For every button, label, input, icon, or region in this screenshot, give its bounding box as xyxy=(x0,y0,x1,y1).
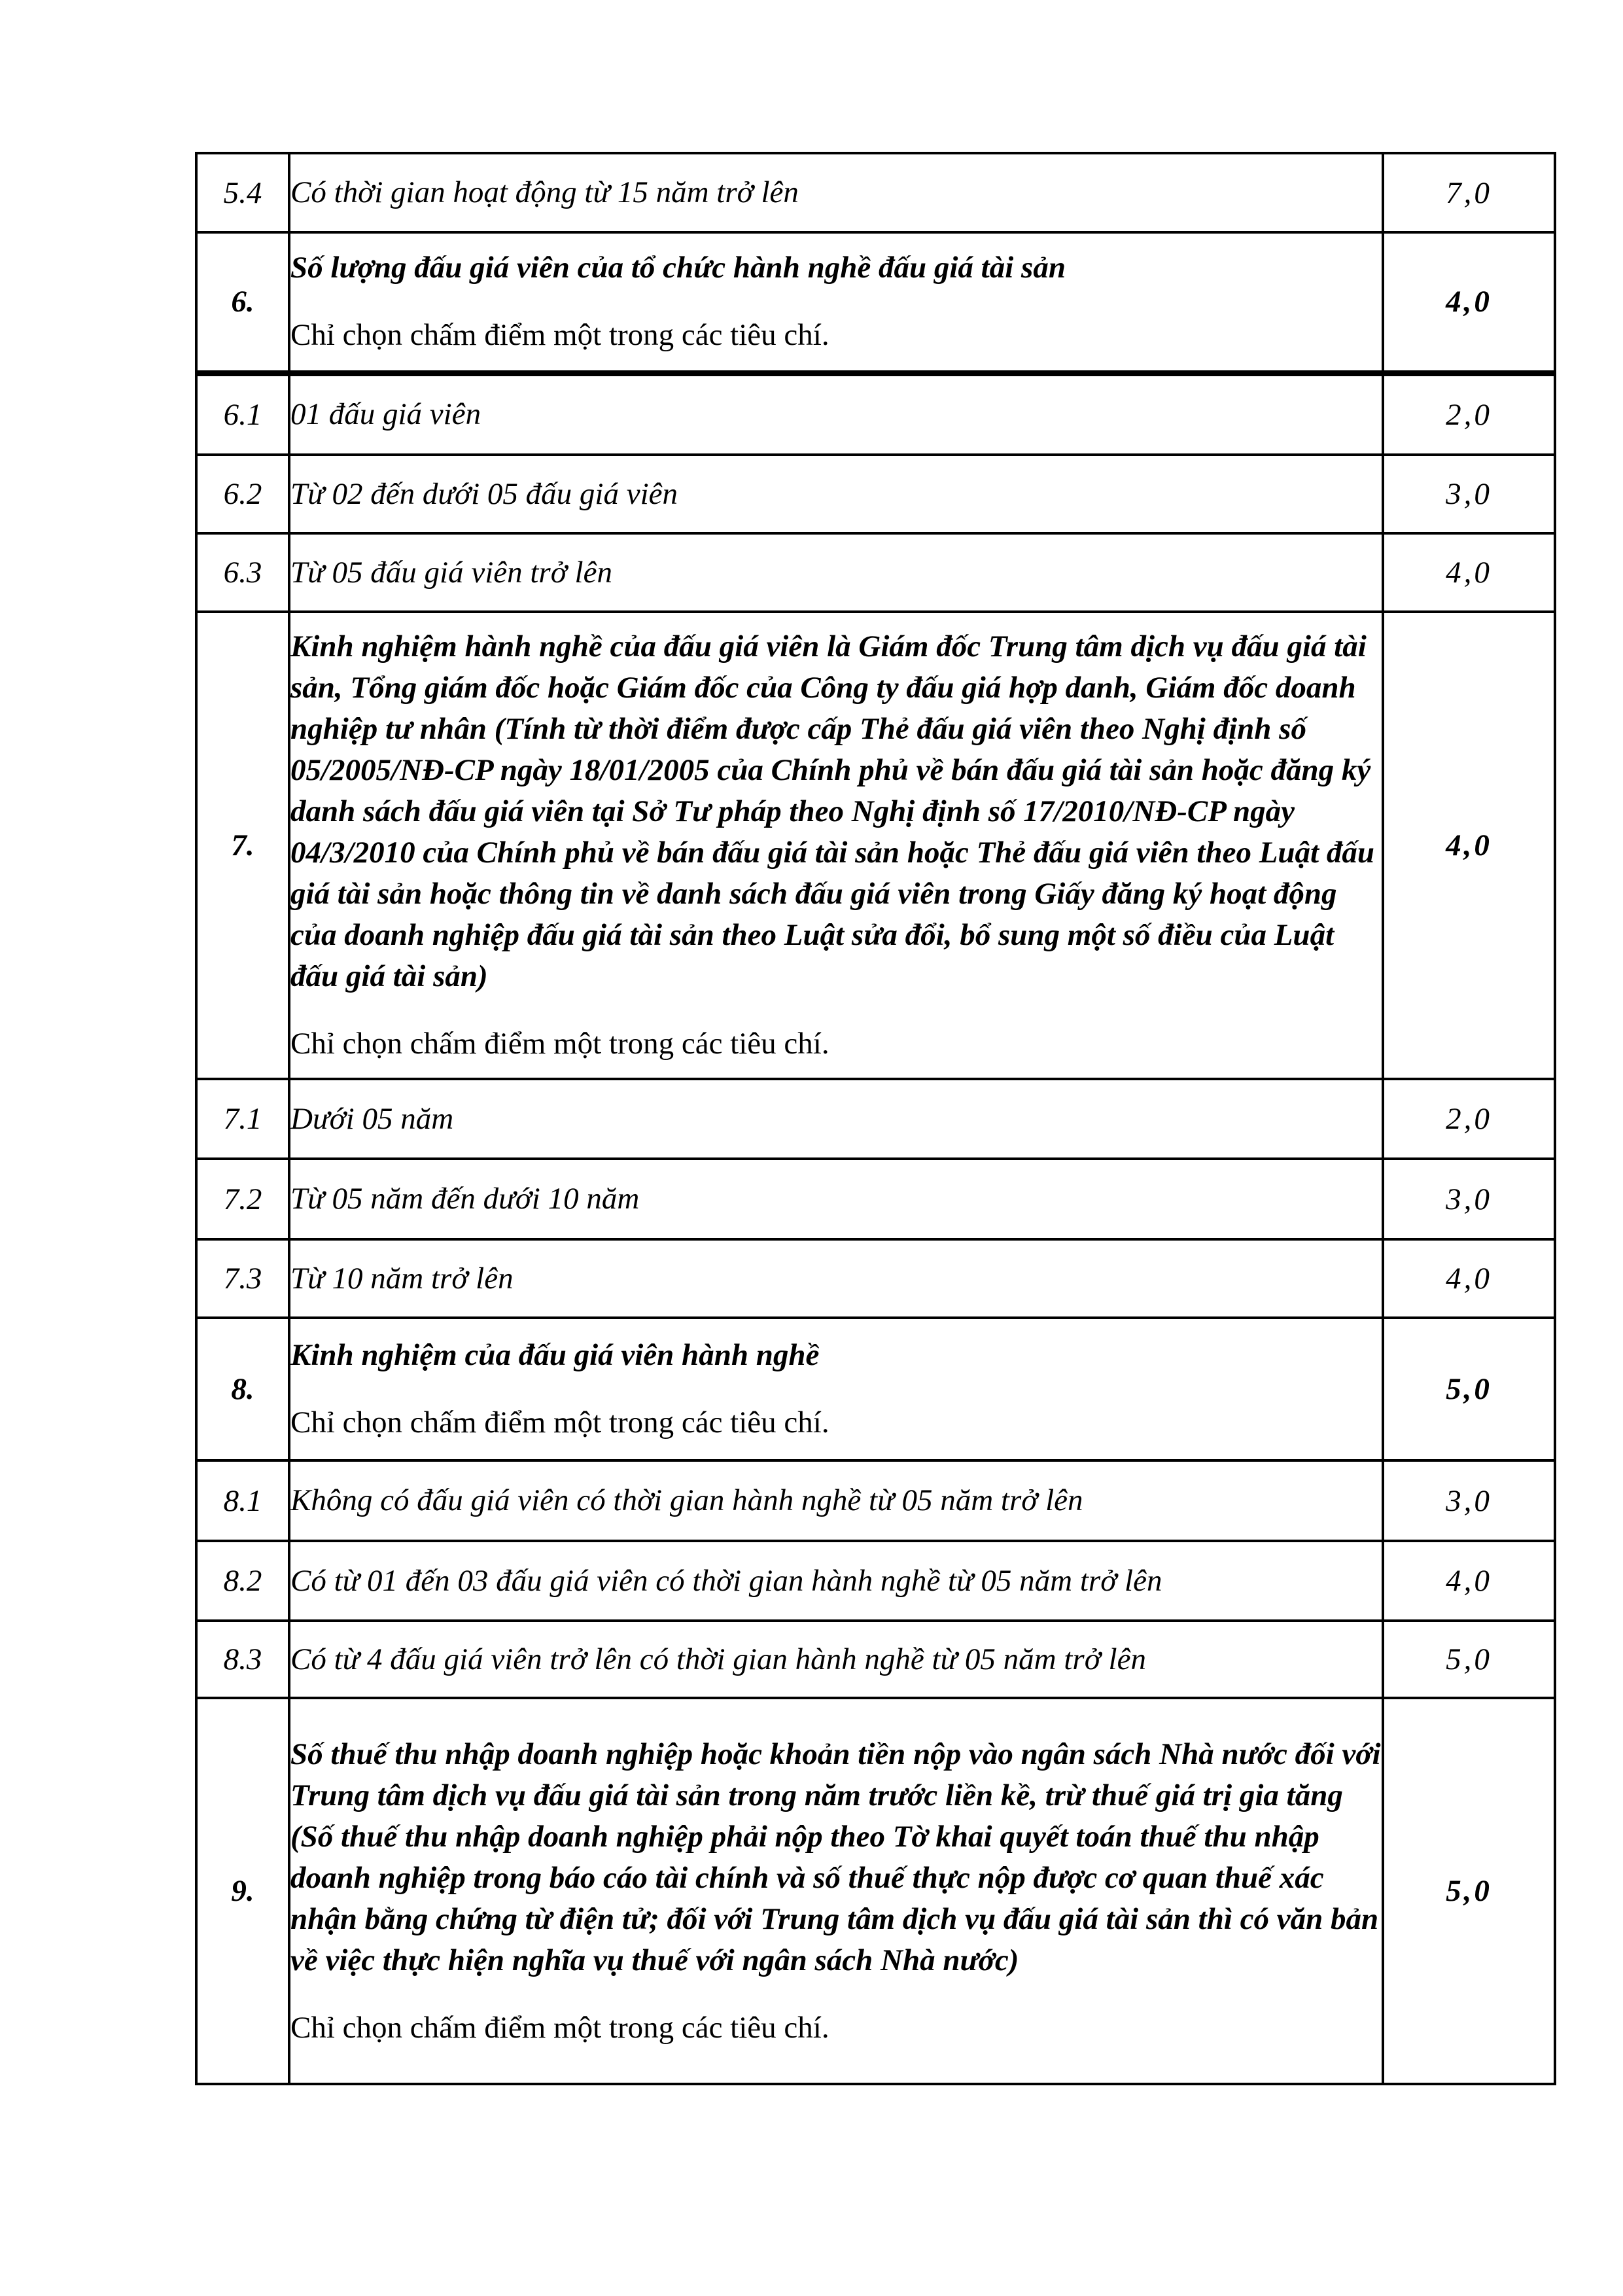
row-number-cell xyxy=(196,1698,289,2084)
row-number-cell xyxy=(196,455,289,533)
row-number: 9. xyxy=(231,1874,254,1908)
criterion-cell xyxy=(289,1079,1383,1159)
row-number-cell xyxy=(196,612,289,1079)
row-number: 8.1 xyxy=(223,1483,262,1518)
score-value: 4,0 xyxy=(1446,1262,1492,1296)
row-number: 7.2 xyxy=(223,1182,262,1216)
score-value: 4,0 xyxy=(1446,1564,1492,1598)
score-cell xyxy=(1383,153,1555,232)
criterion-text: Từ 05 năm đến dưới 10 năm xyxy=(290,1182,640,1216)
row-number: 7.3 xyxy=(223,1262,262,1296)
score-cell xyxy=(1383,1541,1555,1621)
row-number: 5.4 xyxy=(223,175,262,210)
score-value: 2,0 xyxy=(1446,397,1492,432)
criterion-cell xyxy=(289,232,1383,373)
table-row xyxy=(196,1698,1555,2084)
table-row xyxy=(196,1541,1555,1621)
criterion-cell xyxy=(289,1621,1383,1698)
criterion-text: Có từ 01 đến 03 đấu giá viên có thời gian hành nghề từ 05 năm trở lên xyxy=(290,1563,1162,1598)
row-number-cell xyxy=(196,1460,289,1541)
criterion-cell xyxy=(289,1318,1383,1460)
score-value: 5,0 xyxy=(1446,1372,1492,1406)
table-row xyxy=(196,1079,1555,1159)
criterion-cell xyxy=(289,612,1383,1079)
table-row xyxy=(196,1621,1555,1698)
criterion-cell xyxy=(289,1698,1383,2084)
score-cell xyxy=(1383,1159,1555,1239)
criterion-text: Số lượng đấu giá viên của tổ chức hành nghề đấu giá tài sản xyxy=(290,251,1066,285)
criterion-cell xyxy=(289,373,1383,455)
score-value: 5,0 xyxy=(1446,1874,1492,1908)
table-row xyxy=(196,1239,1555,1318)
score-cell xyxy=(1383,533,1555,612)
criterion-cell xyxy=(289,1239,1383,1318)
score-cell xyxy=(1383,612,1555,1079)
score-cell xyxy=(1383,1621,1555,1698)
row-number: 6.3 xyxy=(223,556,262,590)
score-cell xyxy=(1383,373,1555,455)
criterion-cell xyxy=(289,455,1383,533)
score-value: 4,0 xyxy=(1446,828,1492,862)
criterion-text: Từ 05 đấu giá viên trở lên xyxy=(290,555,612,590)
criterion-text: Không có đấu giá viên có thời gian hành nghề từ 05 năm trở lên xyxy=(290,1483,1083,1517)
row-number-cell xyxy=(196,1621,289,1698)
table-row xyxy=(196,1159,1555,1239)
criterion-cell xyxy=(289,1541,1383,1621)
row-number: 7.1 xyxy=(223,1102,262,1136)
score-value: 3,0 xyxy=(1446,1182,1492,1216)
criterion-cell xyxy=(289,153,1383,232)
criterion-note: Chỉ chọn chấm điểm một trong các tiêu chí. xyxy=(290,2010,829,2045)
criterion-note: Chỉ chọn chấm điểm một trong các tiêu chí. xyxy=(290,1405,829,1439)
criterion-text: Kinh nghiệm của đấu giá viên hành nghề xyxy=(290,1338,820,1372)
row-number-cell xyxy=(196,533,289,612)
row-number-cell xyxy=(196,1079,289,1159)
score-cell xyxy=(1383,1460,1555,1541)
table-row xyxy=(196,153,1555,232)
score-cell xyxy=(1383,1698,1555,2084)
table-row xyxy=(196,1318,1555,1460)
table-row xyxy=(196,373,1555,455)
row-number: 6.2 xyxy=(223,477,262,511)
criterion-text: Dưới 05 năm xyxy=(290,1101,454,1136)
row-number: 8.3 xyxy=(223,1642,262,1676)
score-value: 3,0 xyxy=(1446,477,1492,511)
table-row xyxy=(196,232,1555,373)
score-value: 4,0 xyxy=(1446,285,1492,319)
row-number-cell xyxy=(196,1239,289,1318)
score-value: 5,0 xyxy=(1446,1642,1492,1676)
table-row xyxy=(196,612,1555,1079)
criterion-text: Từ 02 đến dưới 05 đấu giá viên xyxy=(290,476,678,511)
table-row xyxy=(196,455,1555,533)
criterion-note: Chỉ chọn chấm điểm một trong các tiêu chí. xyxy=(290,1027,829,1061)
score-value: 7,0 xyxy=(1446,175,1492,210)
criterion-text: Kinh nghiệm hành nghề của đấu giá viên là Giám đốc Trung tâm dịch vụ đấu giá tài sản, Tổng giám đốc hoặc Giám đốc của Công ty đấu giá hợp danh, Giám đốc doanh nghiệp tư nhân (Tính từ thời điểm được cấp Thẻ đấu giá viên theo Nghị định số 05/2005/NĐ-CP ngày 18/01/2005 của Chính phủ về bán đấu giá tài sản hoặc đăng ký danh sách đấu giá viên tại Sở Tư pháp theo Nghị định số 17/2010/NĐ-CP ngày 04/3/2010 của Chính phủ về bán đấu giá tài sản hoặc Thẻ đấu giá viên theo Luật đấu giá tài sản hoặc thông tin về danh sách đấu giá viên trong Giấy đăng ký hoạt động của doanh nghiệp đấu giá tài sản theo Luật sửa đổi, bổ sung một số điều của Luật đấu giá tài sản) xyxy=(290,629,1375,993)
score-value: 2,0 xyxy=(1446,1102,1492,1136)
row-number: 6. xyxy=(231,285,254,319)
row-number-cell xyxy=(196,373,289,455)
row-number: 7. xyxy=(231,828,254,862)
row-number: 6.1 xyxy=(223,397,262,432)
criterion-text: 01 đấu giá viên xyxy=(290,397,481,432)
score-value: 4,0 xyxy=(1446,556,1492,590)
criterion-text: Số thuế thu nhập doanh nghiệp hoặc khoản tiền nộp vào ngân sách Nhà nước đối với Trung tâm dịch vụ đấu giá tài sản trong năm trước liền kề, trừ thuế giá trị gia tăng (Số thuế thu nhập doanh nghiệp phải nộp theo Tờ khai quyết toán thuế thu nhập doanh nghiệp trong báo cáo tài chính và số thuế thực nộp được cơ quan thuế xác nhận bằng chứng từ điện tử; đối với Trung tâm dịch vụ đấu giá tài sản thì có văn bản về việc thực hiện nghĩa vụ thuế với ngân sách Nhà nước) xyxy=(290,1737,1381,1977)
row-number: 8.2 xyxy=(223,1564,262,1598)
row-number-cell xyxy=(196,1541,289,1621)
row-number-cell xyxy=(196,1318,289,1460)
row-number-cell xyxy=(196,1159,289,1239)
criterion-cell xyxy=(289,533,1383,612)
table-row xyxy=(196,533,1555,612)
criterion-cell xyxy=(289,1159,1383,1239)
row-number-cell xyxy=(196,153,289,232)
row-number: 8. xyxy=(231,1372,254,1406)
criterion-note: Chỉ chọn chấm điểm một trong các tiêu chí. xyxy=(290,318,829,353)
score-cell xyxy=(1383,1239,1555,1318)
criterion-text: Từ 10 năm trở lên xyxy=(290,1261,514,1296)
criteria-table xyxy=(195,152,1556,2085)
score-cell xyxy=(1383,1079,1555,1159)
score-value: 3,0 xyxy=(1446,1483,1492,1518)
criterion-text: Có thời gian hoạt động từ 15 năm trở lên xyxy=(290,175,799,209)
criterion-text: Có từ 4 đấu giá viên trở lên có thời gian hành nghề từ 05 năm trở lên xyxy=(290,1642,1146,1676)
row-number-cell xyxy=(196,232,289,373)
score-cell xyxy=(1383,232,1555,373)
score-cell xyxy=(1383,1318,1555,1460)
table-row xyxy=(196,1460,1555,1541)
criterion-cell xyxy=(289,1460,1383,1541)
score-cell xyxy=(1383,455,1555,533)
